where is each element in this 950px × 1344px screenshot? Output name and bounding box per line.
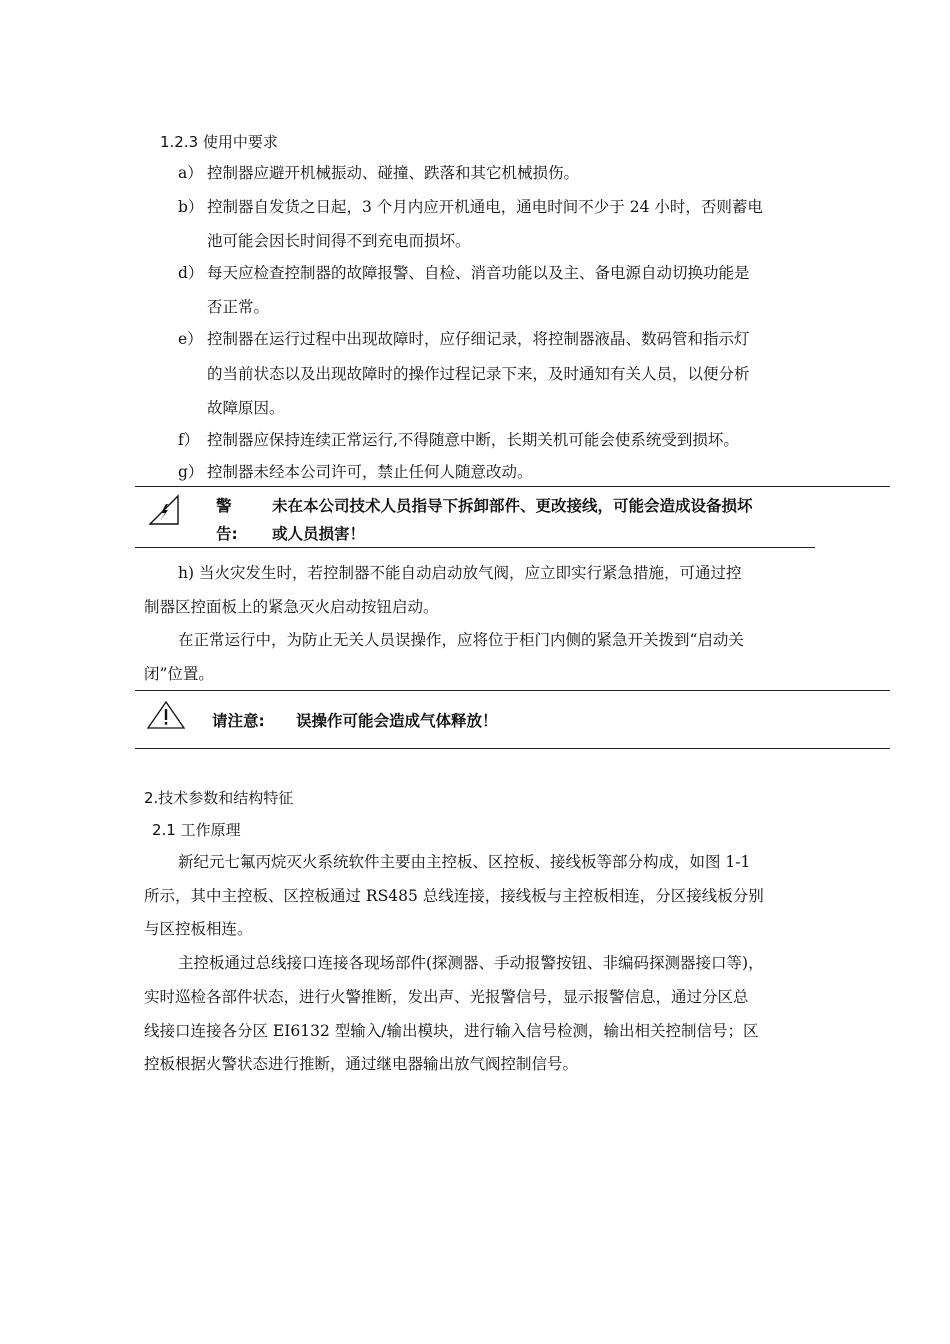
exclamation-icon	[146, 700, 186, 734]
normal-run-line-2: 闭”位置。	[144, 665, 214, 683]
item-h-line-1: h) 当火灾发生时，若控制器不能自动启动放气阀，应立即实行紧急措施，可通过控	[178, 564, 742, 582]
caution-label: 请注意:	[212, 712, 265, 730]
list-item-text: 控制器在运行过程中出现故障时，应仔细记录，将控制器液晶、数码管和指示灯	[207, 330, 750, 348]
paragraph-line: 控板根据火警状态进行推断，通过继电器输出放气阀控制信号。	[144, 1055, 579, 1073]
paragraph-line: 与区控板相连。	[144, 920, 253, 938]
paragraph-line: 主控板通过总线接口连接各现场部件(探测器、手动报警按钮、非编码探测器接口等)，	[178, 954, 764, 972]
list-item-text: 控制器应保持连续正常运行,不得随意中断，长期关机可能会使系统受到损坏。	[207, 431, 739, 449]
caution-text: 误操作可能会造成气体释放！	[296, 712, 498, 730]
list-item-marker: g）	[178, 463, 204, 481]
list-item-continuation: 的当前状态以及出现故障时的操作过程记录下来，及时通知有关人员，以便分析	[207, 365, 750, 383]
caution-top-rule	[135, 690, 890, 691]
list-item-continuation: 故障原因。	[207, 399, 285, 417]
list-item-continuation: 池可能会因长时间得不到充电而损坏。	[207, 232, 471, 250]
high-voltage-icon	[146, 492, 182, 532]
normal-run-line-1: 在正常运行中，为防止无关人员误操作，应将位于柜门内侧的紧急开关拨到“启动关	[178, 631, 744, 649]
item-h-line-2: 制器区控面板上的紧急灭火启动按钮启动。	[144, 598, 439, 616]
warning-text-2: 或人员损害！	[272, 525, 366, 543]
paragraph-line: 新纪元七氟丙烷灭火系统软件主要由主控板、区控板、接线板等部分构成，如图 1-1	[178, 853, 751, 871]
list-item-text: 控制器自发货之日起，3 个月内应开机通电，通电时间不少于 24 小时，否则蓄电	[207, 198, 763, 216]
list-item-marker: e）	[178, 330, 203, 348]
section-heading-1-2-3: 1.2.3 使用中要求	[160, 133, 278, 151]
warning-bottom-rule	[135, 547, 815, 548]
list-item-text: 控制器应避开机械振动、碰撞、跌落和其它机械损伤。	[207, 164, 580, 182]
warning-text-1: 未在本公司技术人员指导下拆卸部件、更改接线，可能会造成设备损坏	[272, 497, 753, 515]
paragraph-line: 线接口连接各分区 EI6132 型输入/输出模块，进行输入信号检测，输出相关控制信号；区	[144, 1022, 759, 1040]
paragraph-line: 实时巡检各部件状态，进行火警推断，发出声、光报警信号，显示报警信息，通过分区总	[144, 988, 749, 1006]
warning-label-1: 警	[216, 497, 232, 515]
warning-label-2: 告:	[216, 525, 238, 543]
paragraph-line: 所示，其中主控板、区控板通过 RS485 总线连接，接线板与主控板相连，分区接线板分别	[144, 887, 764, 905]
list-item-text: 控制器未经本公司许可，禁止任何人随意改动。	[207, 463, 533, 481]
warning-top-rule	[135, 486, 890, 487]
list-item-text: 每天应检查控制器的故障报警、自检、消音功能以及主、备电源自动切换功能是	[207, 264, 750, 282]
list-item-marker: b）	[178, 198, 204, 216]
list-item-marker: f）	[178, 431, 200, 449]
caution-bottom-rule	[135, 748, 890, 749]
section-heading-2: 2.技术参数和结构特征	[144, 789, 294, 807]
list-item-marker: d）	[178, 264, 204, 282]
list-item-marker: a）	[178, 164, 203, 182]
list-item-continuation: 否正常。	[207, 298, 270, 316]
section-heading-2-1: 2.1 工作原理	[152, 821, 241, 839]
